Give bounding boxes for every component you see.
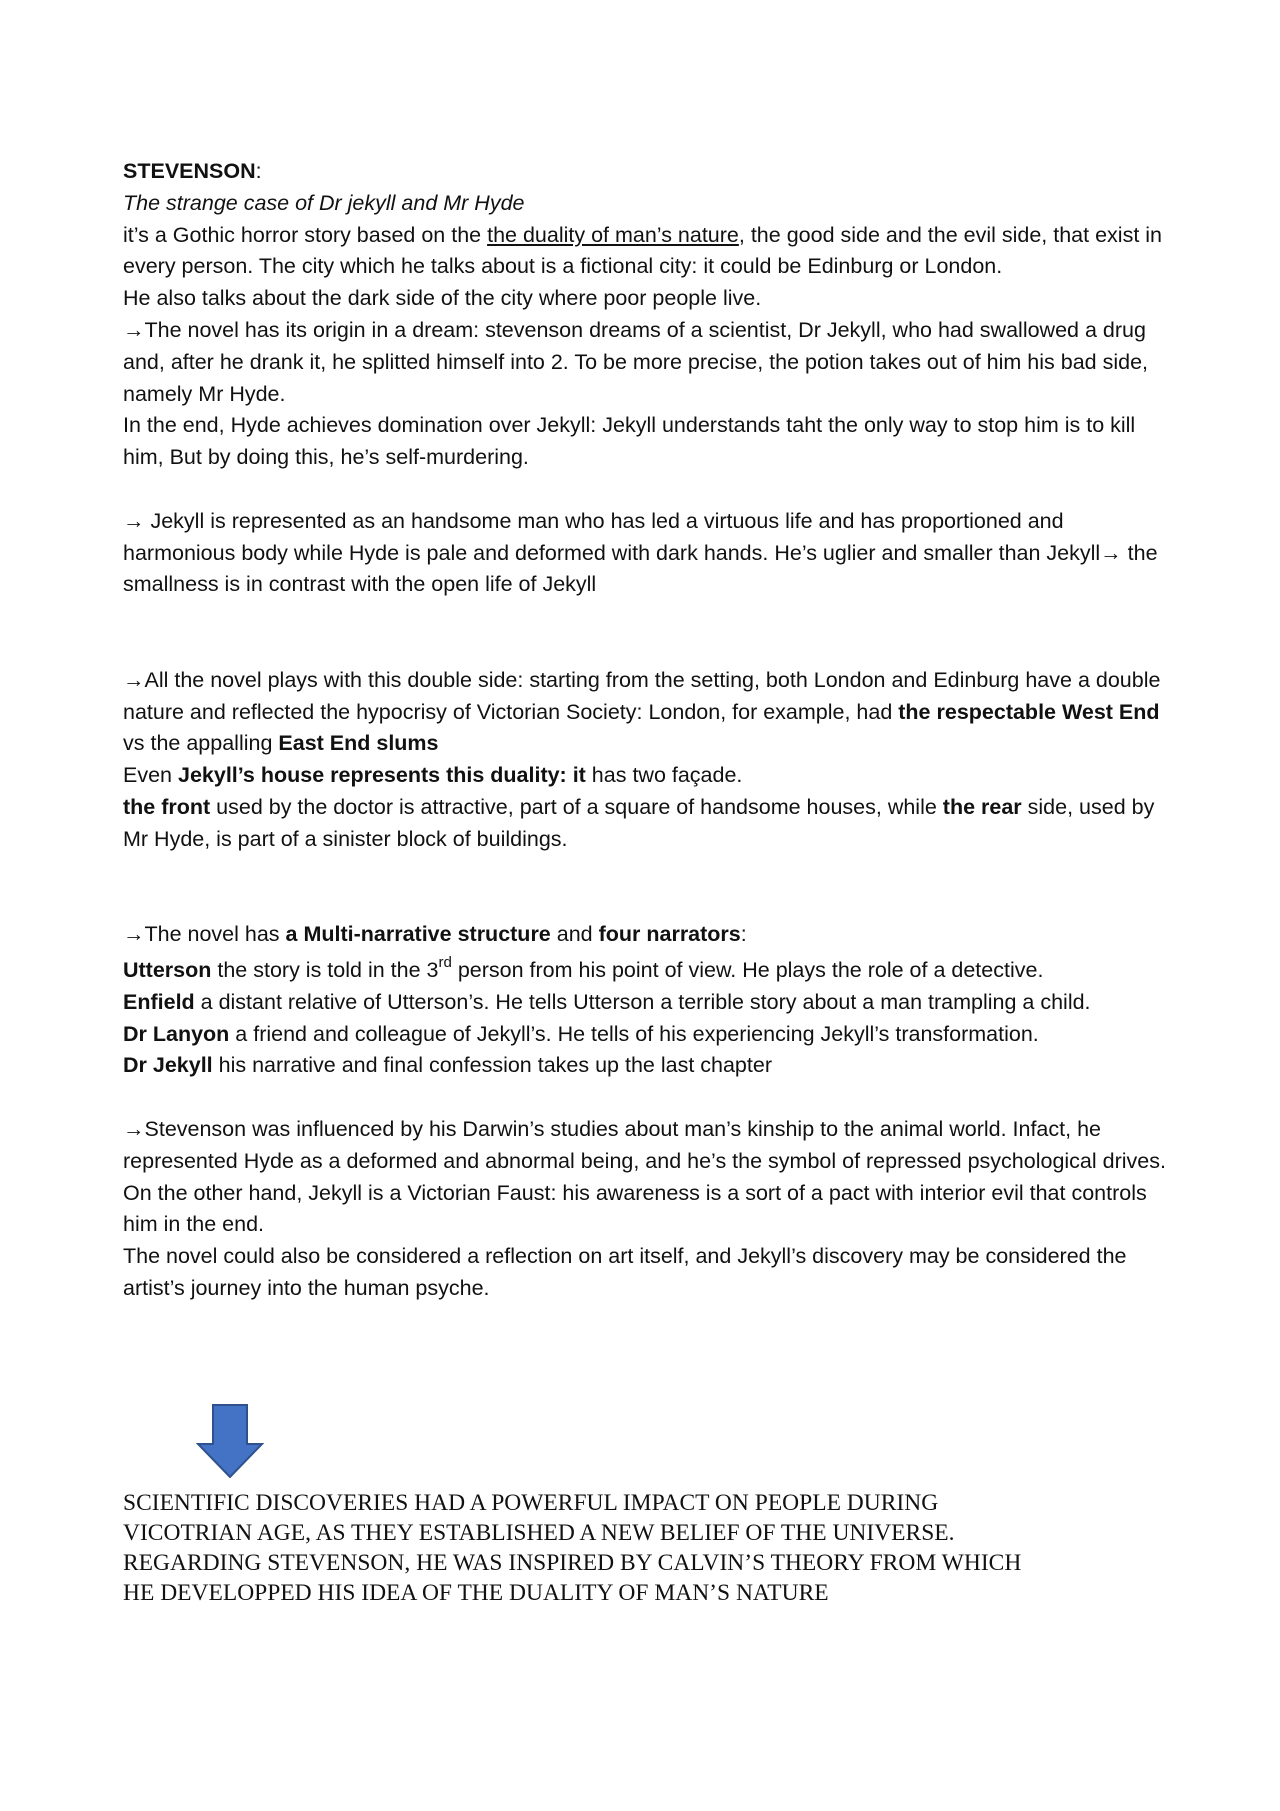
heading-line xyxy=(123,156,1168,188)
narrator-name: Dr Jekyll xyxy=(123,1053,213,1078)
narrator-utterson xyxy=(123,955,1168,987)
dark-side-paragraph: He also talks about the dark side of the city where poor people live. xyxy=(123,286,762,311)
four-narrators-bold: four narrators xyxy=(598,922,741,947)
author-heading: STEVENSON xyxy=(123,159,256,183)
spacer xyxy=(123,474,1168,506)
conclusion-block xyxy=(123,1488,1223,1608)
front-rear-paragraph xyxy=(123,792,1168,856)
book-title: The strange case of Dr jekyll and Mr Hyde xyxy=(123,190,525,215)
narrator-text: the story is told in the 3 xyxy=(211,957,439,982)
duality-underlined: the duality of man’s nature xyxy=(487,222,739,247)
spacer xyxy=(123,601,1168,665)
heading-colon: : xyxy=(255,159,262,183)
narrator-jekyll xyxy=(123,1050,1168,1082)
ending-paragraph: In the end, Hyde achieves domination over Jekyll: Jekyll understands taht the only way to stop him is to kill him, But by doing this, he’s self-murdering. xyxy=(123,413,1136,470)
double-side-pre: →All the novel plays with this double side: starting from the setting, both London and Edinburg have a double nature and reflected the hypocrisy of Victorian Society: London, for example, had xyxy=(123,667,1161,724)
front-bold: the front xyxy=(123,794,211,819)
conclusion-line: SCIENTIFIC DISCOVERIES HAD A POWERFUL IMPACT ON PEOPLE DURING xyxy=(123,1490,939,1516)
conclusion-line: VICOTRIAN AGE, AS THEY ESTABLISHED A NEW BELIEF OF THE UNIVERSE. xyxy=(123,1520,955,1546)
house-post: has two façade. xyxy=(585,763,743,788)
spacer xyxy=(123,1082,1168,1114)
structure-pre: →The novel has xyxy=(123,922,286,947)
narrator-name: Utterson xyxy=(123,957,212,982)
west-end-bold: the respectable West End xyxy=(898,699,1160,724)
down-arrow-icon xyxy=(196,1404,264,1478)
intro-paragraph xyxy=(123,220,1168,284)
ordinal-suffix: rd xyxy=(438,953,452,971)
structure-paragraph xyxy=(123,919,1168,951)
narrator-text: a distant relative of Utterson’s. He tells Utterson a terrible story about a man trampling a child. xyxy=(194,989,1091,1014)
narrator-name: Enfield xyxy=(123,989,195,1014)
rear-bold: the rear xyxy=(942,794,1022,819)
narrator-name: Dr Lanyon xyxy=(123,1021,230,1046)
front-rear-post: side, used by Mr Hyde, is part of a sinister block of buildings. xyxy=(123,794,1155,851)
faust-paragraph: On the other hand, Jekyll is a Victorian Faust: his awareness is a sort of a pact with interior evil that controls him in the end. xyxy=(123,1180,1147,1237)
front-rear-mid: used by the doctor is attractive, part of a square of handsome houses, while xyxy=(210,794,943,819)
document-body xyxy=(123,156,1168,1305)
east-end-bold: East End slums xyxy=(278,731,439,756)
narrator-enfield xyxy=(123,987,1168,1019)
origin-paragraph: →The novel has its origin in a dream: stevenson dreams of a scientist, Dr Jekyll, who had swallowed a drug and, after he drank it, he splitted himself into 2. To be more precise, the potion takes out of him his bad side, namely Mr Hyde. xyxy=(123,317,1149,406)
double-side-vs: vs the appalling xyxy=(123,731,279,756)
narrator-text: a friend and colleague of Jekyll’s. He tells of his experiencing Jekyll’s transformation. xyxy=(229,1021,1039,1046)
spacer xyxy=(123,856,1168,920)
narrator-text: person from his point of view. He plays the role of a detective. xyxy=(451,957,1044,982)
structure-colon: : xyxy=(740,922,747,947)
conclusion-line: HE DEVELOPPED HIS IDEA OF THE DUALITY OF MAN’S NATURE xyxy=(123,1580,829,1606)
structure-and: and xyxy=(550,922,599,947)
double-side-paragraph xyxy=(123,665,1168,760)
multi-narrative-bold: a Multi-narrative structure xyxy=(285,922,551,947)
description-paragraph: → Jekyll is represented as an handsome man who has led a virtuous life and has proportioned and harmonious body while Hyde is pale and deformed with dark hands. He’s uglier and smaller than Jekyll→ the smallness is in contrast with the open life of Jekyll xyxy=(123,508,1158,597)
intro-pre: it’s a Gothic horror story based on the xyxy=(123,222,488,247)
intro-post: , the good side and the evil side, that exist in every person. The city which he talks about is a fictional city: it could be Edinburg or London. xyxy=(123,222,1162,279)
art-paragraph: The novel could also be considered a reflection on art itself, and Jekyll’s discovery may be considered the artist’s journey into the human psyche. xyxy=(123,1244,1127,1300)
darwin-paragraph: →Stevenson was influenced by his Darwin’s studies about man’s kinship to the animal world. Infact, he represented Hyde as a deformed and abnormal being, and he’s the symbol of repressed psychological drives. xyxy=(123,1116,1166,1173)
house-bold: Jekyll’s house represents this duality: it xyxy=(177,763,586,788)
house-paragraph xyxy=(123,760,1168,792)
narrator-lanyon xyxy=(123,1019,1168,1051)
conclusion-line: REGARDING STEVENSON, HE WAS INSPIRED BY CALVIN’S THEORY FROM WHICH xyxy=(123,1550,1022,1576)
house-even: Even xyxy=(123,763,178,788)
narrator-text: his narrative and final confession takes up the last chapter xyxy=(212,1053,772,1078)
